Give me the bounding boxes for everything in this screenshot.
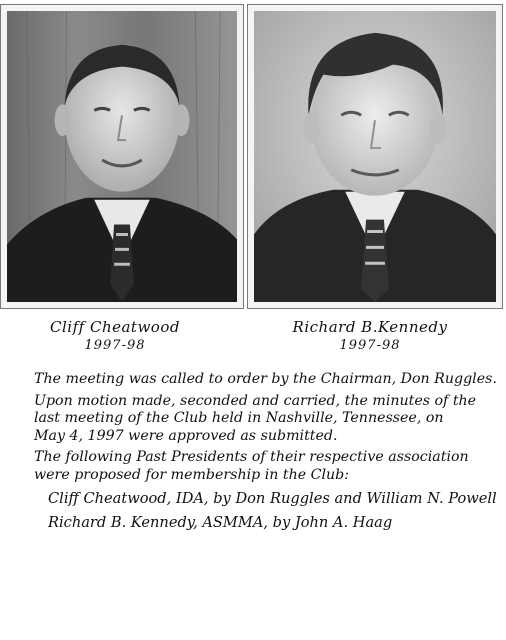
- meeting-minutes: [34, 371, 497, 531]
- portrait-photo-cheatwood: [0, 4, 244, 309]
- portrait-years: 1997-98: [339, 338, 401, 353]
- minutes-approval-line: Upon motion made, seconded and carried, the minutes of the: [34, 392, 477, 409]
- minutes-proposal-line: were proposed for membership in the Club:: [34, 466, 350, 483]
- minutes-approval-line: last meeting of the Club held in Nashville, Tennessee, on: [34, 410, 444, 426]
- portrait-photo-kennedy: [247, 4, 503, 309]
- portrait-image-kennedy: [254, 11, 496, 302]
- portrait-years: 1997-98: [84, 338, 146, 353]
- nominee-entry: Cliff Cheatwood, IDA, by Don Ruggles and William N. Powell: [48, 490, 497, 507]
- portrait-name: Richard B.Kennedy: [292, 318, 448, 336]
- portrait-caption-kennedy: [270, 318, 470, 353]
- minutes-approval-line: May 4, 1997 were approved as submitted.: [34, 427, 338, 444]
- portrait-image-cheatwood: [7, 11, 237, 302]
- minutes-proposal-line: The following Past Presidents of their respective association: [34, 449, 469, 465]
- portrait-caption-cheatwood: [20, 318, 210, 353]
- portrait-name: Cliff Cheatwood: [50, 318, 180, 336]
- minutes-opening: The meeting was called to order by the Chairman, Don Ruggles.: [34, 371, 497, 387]
- nominee-entry: Richard B. Kennedy, ASMMA, by John A. Haag: [48, 513, 393, 531]
